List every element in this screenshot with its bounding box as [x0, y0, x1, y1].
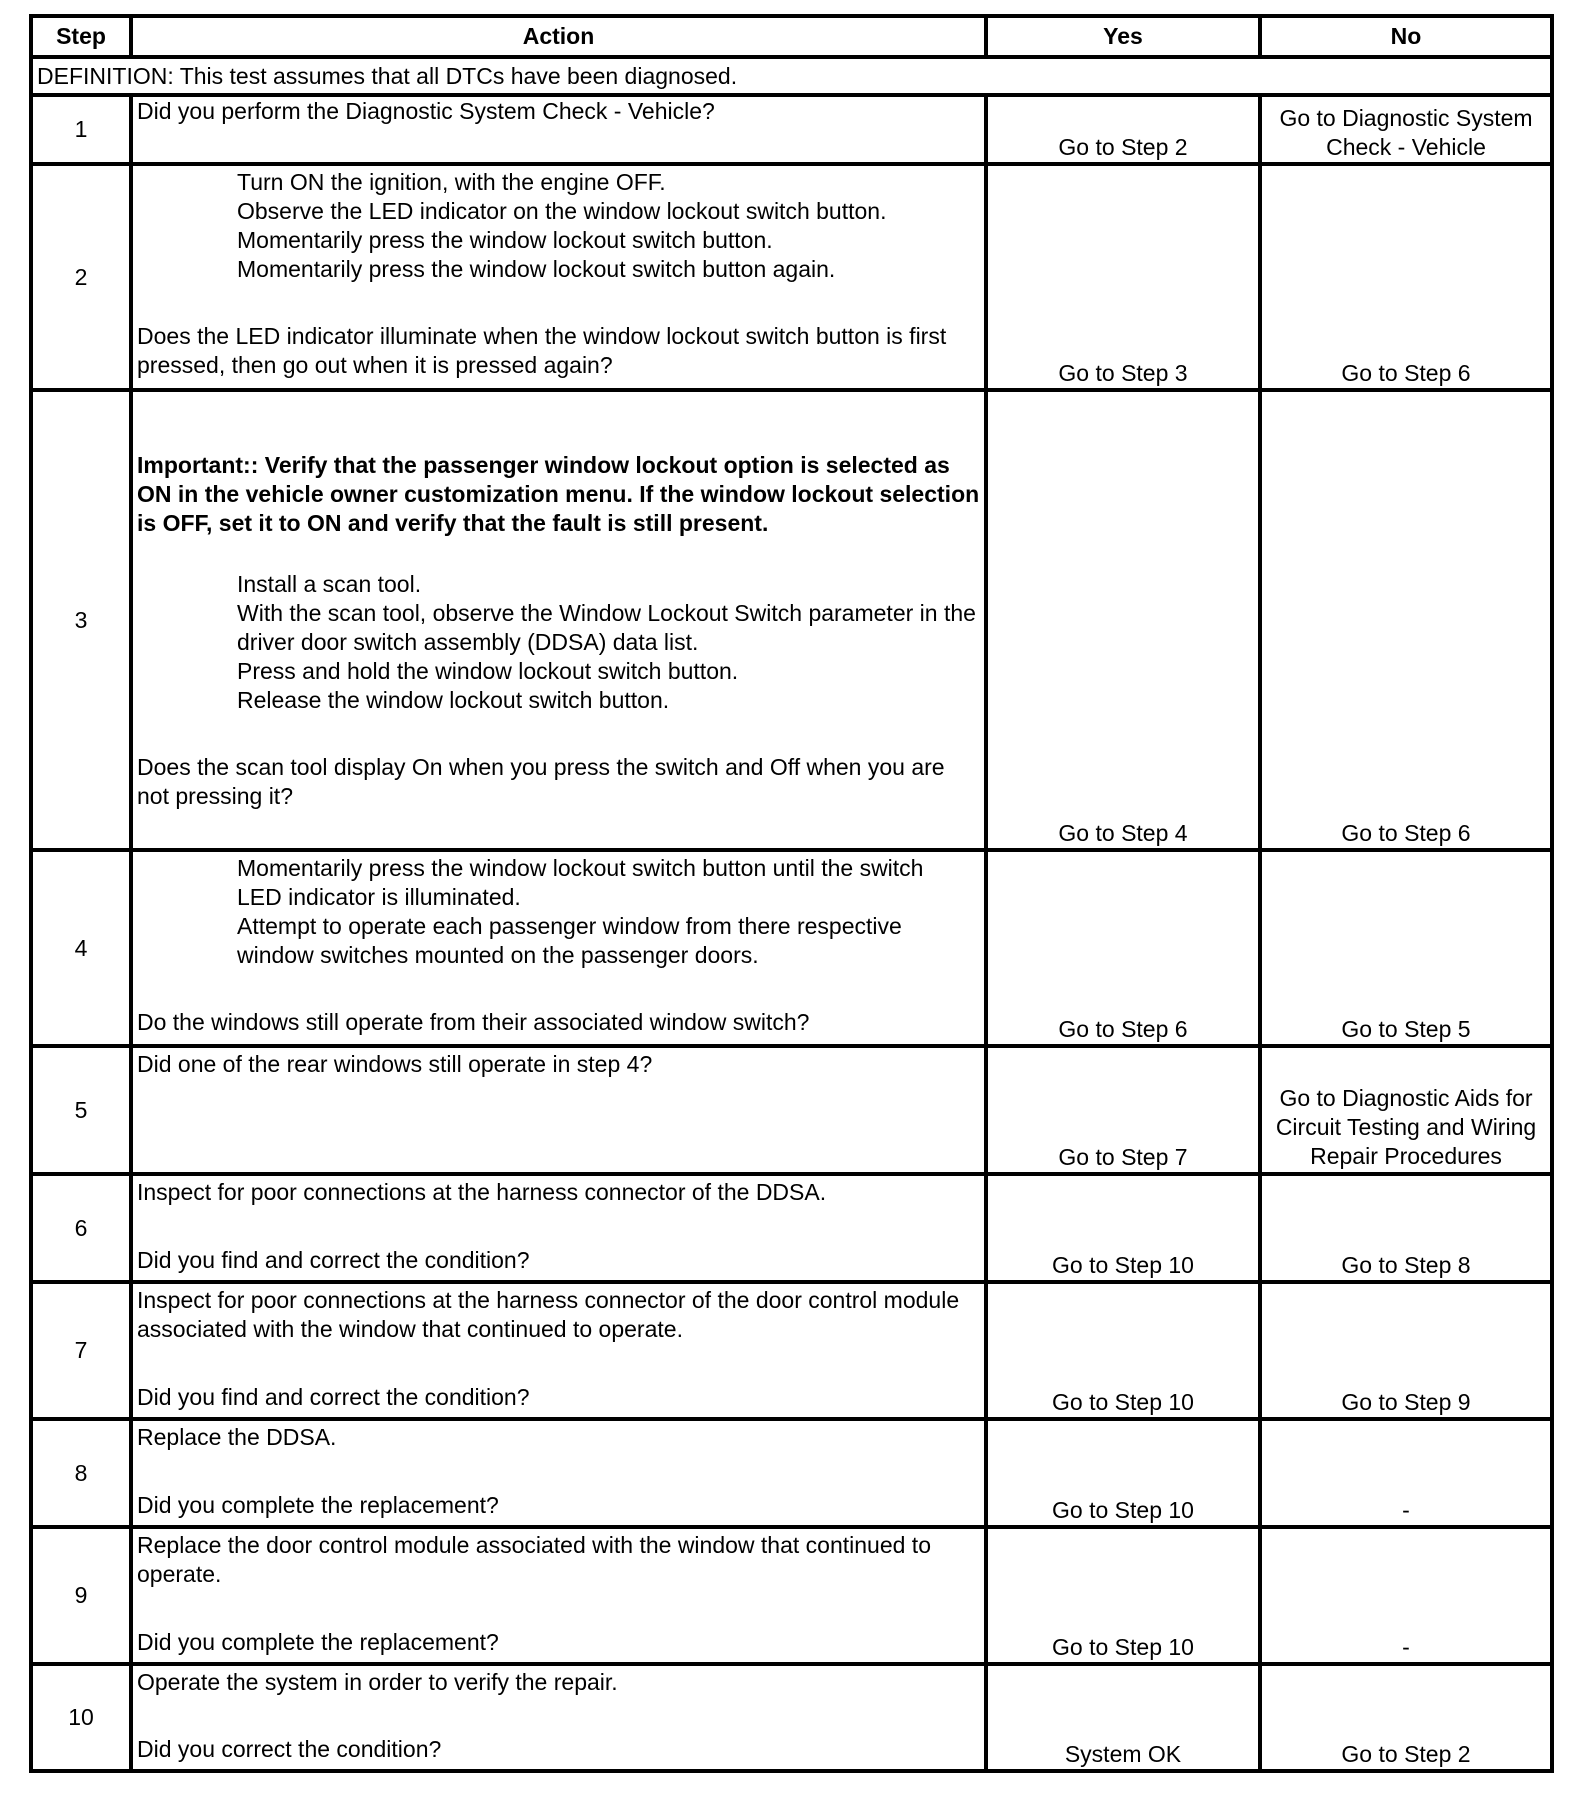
header-step: Step: [31, 16, 131, 57]
action-text: Inspect for poor connections at the harness connector of the door control module associated with the window that continued to operate.: [137, 1287, 960, 1342]
action-text: Replace the door control module associated with the window that continued to operate.: [137, 1532, 931, 1587]
step-number: 10: [31, 1664, 131, 1771]
table-row: [31, 95, 1552, 164]
action-cell: [131, 1046, 986, 1174]
header-no: No: [1260, 16, 1552, 57]
substep-list: [137, 168, 980, 284]
table-row: [31, 1174, 1552, 1282]
action-cell: [131, 1282, 986, 1419]
substep: Press and hold the window lockout switch button.: [237, 658, 739, 684]
no-result: Go to Step 2: [1260, 1664, 1552, 1771]
header-row: [31, 16, 1552, 57]
step-number: 4: [31, 850, 131, 1046]
step-number: 9: [31, 1527, 131, 1664]
spacer: [137, 1589, 980, 1628]
substep: Install a scan tool.: [237, 571, 422, 597]
substep: Momentarily press the window lockout switch button again.: [237, 256, 836, 282]
table-row: [31, 1282, 1552, 1419]
step-number: 2: [31, 164, 131, 390]
substep: Turn ON the ignition, with the engine OFF.: [237, 169, 666, 195]
action-cell: [131, 1419, 986, 1527]
spacer: [137, 715, 980, 753]
step-number: 3: [31, 390, 131, 850]
spacer: [137, 538, 980, 570]
no-result: -: [1260, 1527, 1552, 1664]
question-text: Did you complete the replacement?: [137, 1629, 499, 1655]
substep-list: [137, 854, 980, 970]
no-result: Go to Step 9: [1260, 1282, 1552, 1419]
diagnostic-table: [29, 14, 1554, 1773]
step-number: 5: [31, 1046, 131, 1174]
header-yes: Yes: [986, 16, 1260, 57]
step-number: 8: [31, 1419, 131, 1527]
definition-row: [31, 57, 1552, 95]
table-row: [31, 390, 1552, 850]
no-result: Go to Step 6: [1260, 164, 1552, 390]
table-row: [31, 164, 1552, 390]
substep: Observe the LED indicator on the window lockout switch button.: [237, 198, 887, 224]
substep: With the scan tool, observe the Window Lockout Switch parameter in the driver door switch assembly (DDSA) data list.: [237, 600, 976, 655]
table-row: [31, 1664, 1552, 1771]
yes-result: Go to Step 10: [986, 1527, 1260, 1664]
yes-result: Go to Step 7: [986, 1046, 1260, 1174]
action-cell: [131, 1527, 986, 1664]
action-text: Operate the system in order to verify the repair.: [137, 1669, 618, 1695]
question-text: Did you find and correct the condition?: [137, 1247, 530, 1273]
important-note: Important:: Verify that the passenger window lockout option is selected as ON in the vehicle owner customization menu. If the window lockout selection is OFF, set it to ON and verify that the fault is still present.: [137, 452, 980, 536]
yes-result: System OK: [986, 1664, 1260, 1771]
spacer: [137, 1452, 980, 1491]
step-number: 7: [31, 1282, 131, 1419]
substep: Attempt to operate each passenger window from there respective window switches mounted on the passenger doors.: [237, 913, 902, 968]
yes-result: Go to Step 3: [986, 164, 1260, 390]
substep-list: [137, 570, 980, 715]
no-result: Go to Diagnostic Aids for Circuit Testing and Wiring Repair Procedures: [1260, 1046, 1552, 1174]
yes-result: Go to Step 4: [986, 390, 1260, 850]
question-text: Do the windows still operate from their associated window switch?: [137, 1009, 810, 1035]
spacer: [137, 1207, 980, 1246]
action-cell: [131, 95, 986, 164]
spacer: [137, 970, 980, 1008]
no-result: -: [1260, 1419, 1552, 1527]
no-result: Go to Step 5: [1260, 850, 1552, 1046]
action-cell: [131, 1664, 986, 1771]
yes-result: Go to Step 10: [986, 1419, 1260, 1527]
substep: Momentarily press the window lockout switch button until the switch LED indicator is illuminated.: [237, 855, 924, 910]
substep: Momentarily press the window lockout switch button.: [237, 227, 773, 253]
table-row: [31, 1527, 1552, 1664]
spacer: [137, 1697, 980, 1735]
question-text: Does the LED indicator illuminate when the window lockout switch button is first pressed, then go out when it is pressed again?: [137, 323, 947, 378]
header-action: Action: [131, 16, 986, 57]
table-row: [31, 1046, 1552, 1174]
action-cell: [131, 1174, 986, 1282]
no-result: Go to Step 8: [1260, 1174, 1552, 1282]
action-text: Did one of the rear windows still operate in step 4?: [137, 1051, 653, 1077]
table-row: [31, 1419, 1552, 1527]
action-cell: [131, 850, 986, 1046]
step-number: 6: [31, 1174, 131, 1282]
action-text: Replace the DDSA.: [137, 1424, 337, 1450]
substep: Release the window lockout switch button.: [237, 687, 670, 713]
no-result: Go to Step 6: [1260, 390, 1552, 850]
step-number: 1: [31, 95, 131, 164]
yes-result: Go to Step 10: [986, 1282, 1260, 1419]
question-text: Did you complete the replacement?: [137, 1492, 499, 1518]
spacer: [137, 1344, 980, 1383]
yes-result: Go to Step 10: [986, 1174, 1260, 1282]
no-result: Go to Diagnostic System Check - Vehicle: [1260, 95, 1552, 164]
action-cell: [131, 390, 986, 850]
question-text: Does the scan tool display On when you press the switch and Off when you are not pressing it?: [137, 754, 945, 809]
question-text: Did you correct the condition?: [137, 1736, 442, 1762]
spacer: [137, 284, 980, 322]
yes-result: Go to Step 2: [986, 95, 1260, 164]
definition-text: DEFINITION: This test assumes that all DTCs have been diagnosed.: [31, 57, 1552, 95]
table-row: [31, 850, 1552, 1046]
question-text: Did you find and correct the condition?: [137, 1384, 530, 1410]
yes-result: Go to Step 6: [986, 850, 1260, 1046]
action-cell: [131, 164, 986, 390]
action-text: Did you perform the Diagnostic System Check - Vehicle?: [137, 98, 715, 124]
action-text: Inspect for poor connections at the harness connector of the DDSA.: [137, 1179, 827, 1205]
